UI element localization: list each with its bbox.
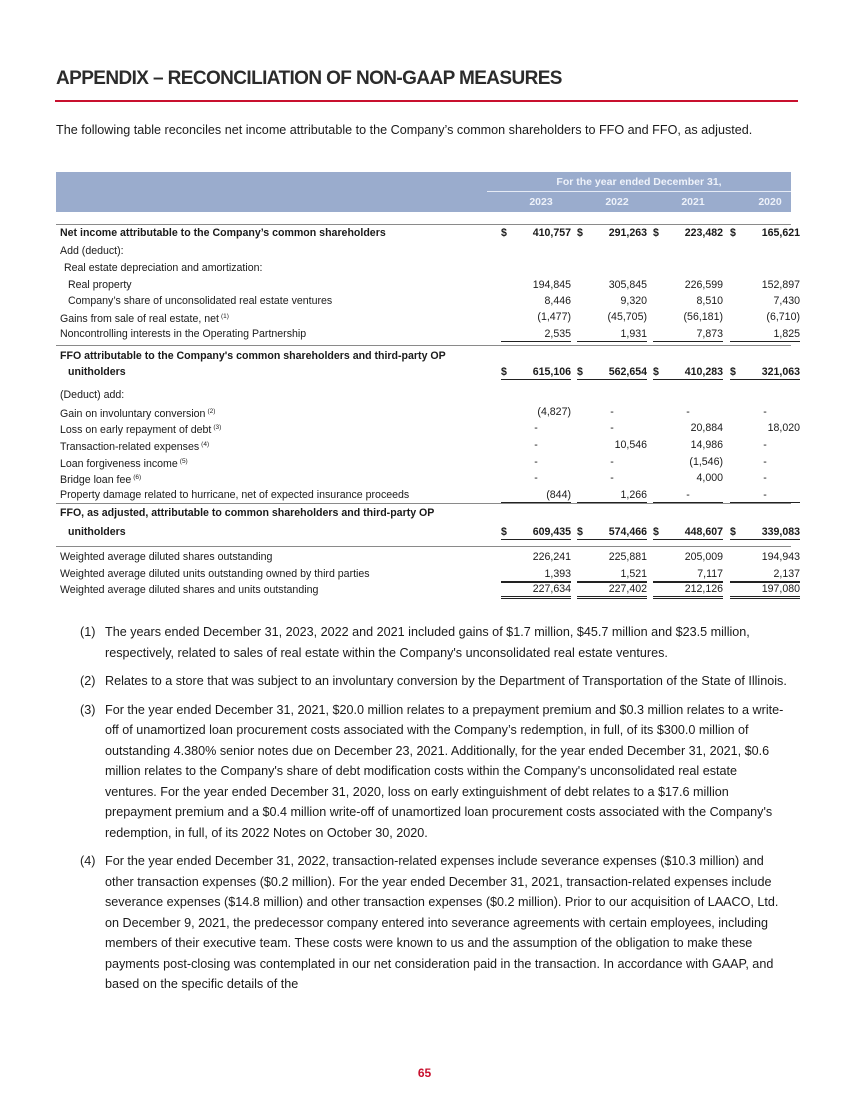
value-text: 1,266: [620, 489, 647, 501]
table-row-ffo-line2: [60, 364, 800, 380]
value-cell: [501, 326, 571, 342]
footnote: [80, 671, 792, 692]
row-label-text: Real estate depreciation and amortization:: [64, 262, 263, 274]
value-text: 410,757: [532, 227, 571, 239]
value-text: 8,510: [696, 295, 723, 307]
value-cell: [501, 524, 571, 540]
value-cell: [501, 566, 571, 582]
value-cell: [653, 582, 723, 599]
value-text: 7,873: [696, 328, 723, 340]
footnote: [80, 622, 792, 663]
table-row-loan-forgiveness: [60, 454, 795, 470]
value-text: 2,535: [544, 328, 571, 340]
value-cell: [501, 487, 571, 503]
currency-symbol: $: [730, 227, 736, 239]
row-label: [60, 505, 434, 521]
year-header-2022: 2022: [605, 196, 629, 208]
value-text: -: [534, 472, 538, 484]
footnote-number: (4): [80, 854, 96, 868]
value-cell: [653, 566, 723, 582]
value-text: 212,126: [684, 583, 723, 595]
value-cell: [730, 487, 800, 503]
value-cell: [653, 404, 723, 419]
row-label-text: (Deduct) add:: [60, 389, 125, 401]
currency-symbol: $: [501, 227, 507, 239]
row-label-text: Weighted average diluted shares and units outstanding: [60, 584, 319, 596]
row-label: [68, 524, 126, 540]
table-row-depreciation: [60, 260, 795, 276]
value-text: 20,884: [690, 422, 723, 434]
value-cell: [730, 225, 800, 240]
row-label: [60, 243, 124, 259]
row-label-text: Gain on involuntary conversion: [60, 408, 206, 420]
table-row-add-deduct: [60, 243, 795, 259]
value-text: 291,263: [608, 227, 647, 239]
value-cell: [501, 225, 571, 240]
value-cell: [501, 582, 571, 599]
currency-symbol: $: [653, 526, 659, 538]
value-text: 339,083: [761, 526, 800, 538]
value-text: -: [534, 456, 538, 468]
value-text: 7,117: [697, 568, 723, 580]
intro-paragraph: The following table reconciles net income attributable to the Company’s common shareholders to FFO and FFO, as adjusted.: [56, 123, 753, 137]
table-row-transaction: [60, 437, 795, 453]
value-cell: [730, 582, 800, 599]
table-row-real-property: [60, 277, 800, 293]
value-text: 615,106: [532, 366, 571, 378]
value-cell: [653, 487, 723, 503]
value-cell: [577, 293, 647, 308]
value-text: 609,435: [532, 526, 571, 538]
currency-symbol: $: [577, 227, 583, 239]
value-cell: [730, 293, 800, 308]
period-header-rule: [487, 191, 791, 192]
currency-symbol: $: [653, 227, 659, 239]
value-text: 1,393: [544, 568, 571, 580]
footnote-text: The years ended December 31, 2023, 2022 and 2021 included gains of $1.7 million, $45.7 million and $23.5 million, respectively, related to sales of real estate within the Company's unconsolidated real estate ventures.: [105, 625, 750, 660]
value-cell: [501, 420, 571, 435]
value-cell: [501, 437, 571, 452]
value-text: -: [610, 456, 614, 468]
table-row-shares: [60, 549, 800, 565]
row-label: [68, 277, 132, 293]
currency-symbol: $: [653, 366, 659, 378]
table-separator: [56, 546, 791, 547]
value-cell: [653, 437, 723, 452]
row-label-text: Bridge loan fee: [60, 474, 132, 486]
value-cell: [653, 293, 723, 308]
value-cell: [653, 524, 723, 540]
value-text: 14,986: [690, 439, 723, 451]
value-text: 197,080: [761, 583, 800, 595]
value-cell: [577, 524, 647, 540]
table-row-hurricane: [60, 487, 795, 503]
value-text: 2,137: [773, 568, 800, 580]
value-text: (4,827): [537, 406, 571, 418]
footnote-number: (2): [80, 674, 96, 688]
table-row-gains-sale: [60, 309, 800, 325]
year-header-2021: 2021: [681, 196, 705, 208]
value-text: -: [610, 406, 614, 418]
value-text: 205,009: [684, 551, 723, 563]
value-text: 9,320: [620, 295, 647, 307]
row-label-text: Weighted average diluted shares outstanding: [60, 551, 273, 563]
value-cell: [577, 470, 647, 485]
table-row-units: [60, 566, 800, 582]
year-header-2023: 2023: [529, 196, 553, 208]
footnote: [80, 851, 792, 995]
row-label: [60, 437, 209, 455]
value-cell: [577, 582, 647, 599]
year-header-2020: 2020: [758, 196, 782, 208]
footnote: [80, 700, 792, 844]
value-cell: [730, 437, 800, 452]
row-label: [60, 549, 272, 565]
table-row-early-repayment: [60, 420, 800, 436]
title-rule: [55, 100, 798, 102]
table-separator: [56, 345, 791, 346]
footnote-ref: (4): [201, 441, 210, 448]
currency-symbol: $: [730, 366, 736, 378]
footnote-ref: (1): [220, 313, 229, 320]
value-cell: [653, 326, 723, 342]
value-cell: [730, 549, 800, 564]
value-cell: [653, 470, 723, 485]
value-text: 226,599: [684, 279, 723, 291]
value-cell: [577, 364, 647, 380]
value-text: -: [763, 406, 767, 418]
currency-symbol: $: [501, 366, 507, 378]
currency-symbol: $: [577, 366, 583, 378]
value-cell: [730, 420, 800, 435]
table-row-ffo-adj-line1: [60, 505, 795, 521]
value-cell: [501, 277, 571, 292]
row-label-text: FFO, as adjusted, attributable to common shareholders and third-party OP: [60, 507, 435, 519]
currency-symbol: $: [730, 526, 736, 538]
value-cell: [730, 566, 800, 582]
row-label-text: Weighted average diluted units outstanding owned by third parties: [60, 568, 370, 580]
row-label-text: Net income attributable to the Company’s common shareholders: [60, 227, 386, 239]
value-text: 1,521: [620, 568, 647, 580]
value-text: 10,546: [614, 439, 647, 451]
value-text: 227,634: [532, 583, 571, 595]
footnote-ref: (6): [133, 474, 142, 481]
footnote-ref: (2): [207, 408, 216, 415]
value-cell: [501, 404, 571, 419]
value-text: -: [610, 422, 614, 434]
value-cell: [577, 404, 647, 419]
value-text: -: [686, 406, 690, 418]
value-text: 223,482: [684, 227, 723, 239]
value-text: (45,705): [607, 311, 647, 323]
currency-symbol: $: [501, 526, 507, 538]
value-text: -: [763, 489, 767, 501]
value-cell: [653, 225, 723, 240]
value-text: (56,181): [683, 311, 723, 323]
value-text: -: [763, 456, 767, 468]
value-cell: [577, 309, 647, 324]
row-label-text: Add (deduct):: [60, 245, 124, 257]
footnote-ref: (5): [179, 458, 188, 465]
value-cell: [653, 454, 723, 469]
value-text: -: [534, 439, 538, 451]
footnote-number: (3): [80, 702, 96, 717]
value-text: 321,063: [761, 366, 800, 378]
row-label-text: unitholders: [68, 526, 126, 538]
currency-symbol: $: [577, 526, 583, 538]
footnote-text: For the year ended December 31, 2021, $20.0 million relates to a prepayment premium and $0.3 million relates to a write-off of unamortized loan procurement costs associated with the Company’s redemption, in full, of its $300.0 million of outstanding 4.380% senior notes due on December 23, 2021. Additionally, for the year ended December 31, 2021, $0.6 million relates to the Company's share of debt modification costs within the Company's unconsolidated real estate ventures. For the year ended December 31, 2020, loss on early extinguishment of debt relates to a $17.6 million prepayment premium and a $0.4 million write-off of unamortized loan procurement costs associated with the Company's redemption, in full, of its 2022 Notes on October 30, 2020.: [105, 702, 784, 840]
row-label: [60, 326, 306, 342]
table-row-unconsolidated: [60, 293, 800, 309]
row-label: [60, 348, 446, 364]
table-row-net-income: [60, 225, 800, 241]
table-row-ffo-adj-line2: [60, 524, 800, 540]
row-label: [60, 225, 386, 241]
value-text: -: [534, 422, 538, 434]
row-label-text: Property damage related to hurricane, net of expected insurance proceeds: [60, 489, 410, 501]
value-cell: [577, 454, 647, 469]
value-text: 574,466: [608, 526, 647, 538]
period-header: For the year ended December 31,: [556, 176, 722, 188]
row-label-text: Real property: [68, 279, 132, 291]
value-text: 562,654: [608, 366, 647, 378]
row-label: [60, 387, 124, 403]
value-cell: [730, 309, 800, 324]
table-row-noncontrolling: [60, 326, 800, 342]
value-text: 227,402: [608, 583, 647, 595]
row-label-text: Transaction-related expenses: [60, 441, 200, 453]
value-text: (1,477): [537, 311, 571, 323]
value-text: 194,943: [761, 551, 800, 563]
footnote-ref: (3): [213, 424, 222, 431]
value-text: 7,430: [773, 295, 800, 307]
row-label-text: Gains from sale of real estate, net: [60, 313, 219, 325]
value-cell: [501, 293, 571, 308]
value-text: -: [686, 489, 690, 501]
row-label: [60, 487, 409, 503]
value-cell: [577, 420, 647, 435]
table-header: [56, 172, 791, 212]
value-text: 4,000: [696, 472, 723, 484]
value-text: 1,931: [620, 328, 647, 340]
value-cell: [653, 364, 723, 380]
value-text: (844): [546, 489, 571, 501]
row-label: [64, 260, 262, 276]
footnote-text: For the year ended December 31, 2022, transaction-related expenses include severance expenses ($10.3 million) and other transaction expenses ($0.2 million). For the year ended December 31, 2021, transaction-related expenses include severance expenses ($14.8 million) and other transaction expenses ($0.2 million). Prior to our acquisition of LAACO, Ltd. on December 9, 2021, the predecessor company entered into severance agreements with certain employees, including members of their executive team. These costs were known to us and the assumption of the obligation to make these payments post-closing was contemplated in our net consideration paid in the transaction. In accordance with GAAP, and based on the specific details of the: [105, 854, 779, 991]
table-row-deduct-add: [60, 387, 795, 403]
page-title: APPENDIX – RECONCILIATION OF NON-GAAP MEASURES: [56, 68, 562, 89]
footnote-text: Relates to a store that was subject to an involuntary conversion by the Department of Transportation of the State of Illinois.: [105, 674, 787, 688]
value-cell: [653, 277, 723, 292]
value-cell: [577, 566, 647, 582]
value-text: -: [610, 472, 614, 484]
page-number: 65: [417, 1066, 432, 1080]
row-label-text: Loan forgiveness income: [60, 458, 178, 470]
value-text: (6,710): [766, 311, 800, 323]
value-cell: [577, 487, 647, 503]
value-cell: [501, 364, 571, 380]
value-cell: [730, 454, 800, 469]
table-separator: [56, 224, 791, 225]
row-label: [60, 309, 229, 327]
row-label-text: Loss on early repayment of debt: [60, 424, 212, 436]
value-cell: [577, 225, 647, 240]
footnote-number: (1): [80, 625, 96, 639]
value-text: 1,825: [773, 328, 800, 340]
value-cell: [577, 437, 647, 452]
value-cell: [501, 454, 571, 469]
value-cell: [730, 277, 800, 292]
table-row-ffo-line1: [60, 348, 795, 364]
value-cell: [501, 549, 571, 564]
value-text: 305,845: [608, 279, 647, 291]
table-row-bridge-fee: [60, 470, 795, 486]
row-label-text: unitholders: [68, 366, 126, 378]
value-cell: [730, 524, 800, 540]
value-cell: [653, 309, 723, 324]
value-cell: [577, 326, 647, 342]
value-cell: [653, 420, 723, 435]
value-cell: [653, 549, 723, 564]
row-label: [60, 582, 318, 598]
footnotes: [80, 622, 792, 1003]
row-label-text: Noncontrolling interests in the Operating Partnership: [60, 328, 307, 340]
value-text: -: [763, 439, 767, 451]
value-cell: [730, 404, 800, 419]
value-cell: [730, 326, 800, 342]
row-label: [68, 293, 332, 309]
value-text: 165,621: [761, 227, 800, 239]
row-label-text: Company’s share of unconsolidated real estate ventures: [68, 295, 333, 307]
value-text: 226,241: [532, 551, 571, 563]
row-label: [60, 470, 141, 488]
value-cell: [577, 549, 647, 564]
value-text: 410,283: [684, 366, 723, 378]
value-cell: [501, 309, 571, 324]
value-text: -: [763, 472, 767, 484]
value-cell: [577, 277, 647, 292]
row-label: [60, 420, 221, 438]
value-cell: [501, 470, 571, 485]
value-text: 152,897: [761, 279, 800, 291]
value-cell: [730, 470, 800, 485]
value-text: 225,881: [608, 551, 647, 563]
value-text: 8,446: [544, 295, 571, 307]
row-label: [68, 364, 126, 380]
row-label: [60, 566, 370, 582]
value-text: 194,845: [532, 279, 571, 291]
value-text: (1,546): [689, 456, 723, 468]
value-cell: [730, 364, 800, 380]
row-label-text: FFO attributable to the Company's common shareholders and third-party OP: [60, 350, 446, 362]
value-text: 448,607: [684, 526, 723, 538]
table-row-involuntary: [60, 404, 795, 420]
table-separator: [56, 503, 791, 504]
value-text: 18,020: [767, 422, 800, 434]
table-row-total-units: [60, 582, 800, 598]
